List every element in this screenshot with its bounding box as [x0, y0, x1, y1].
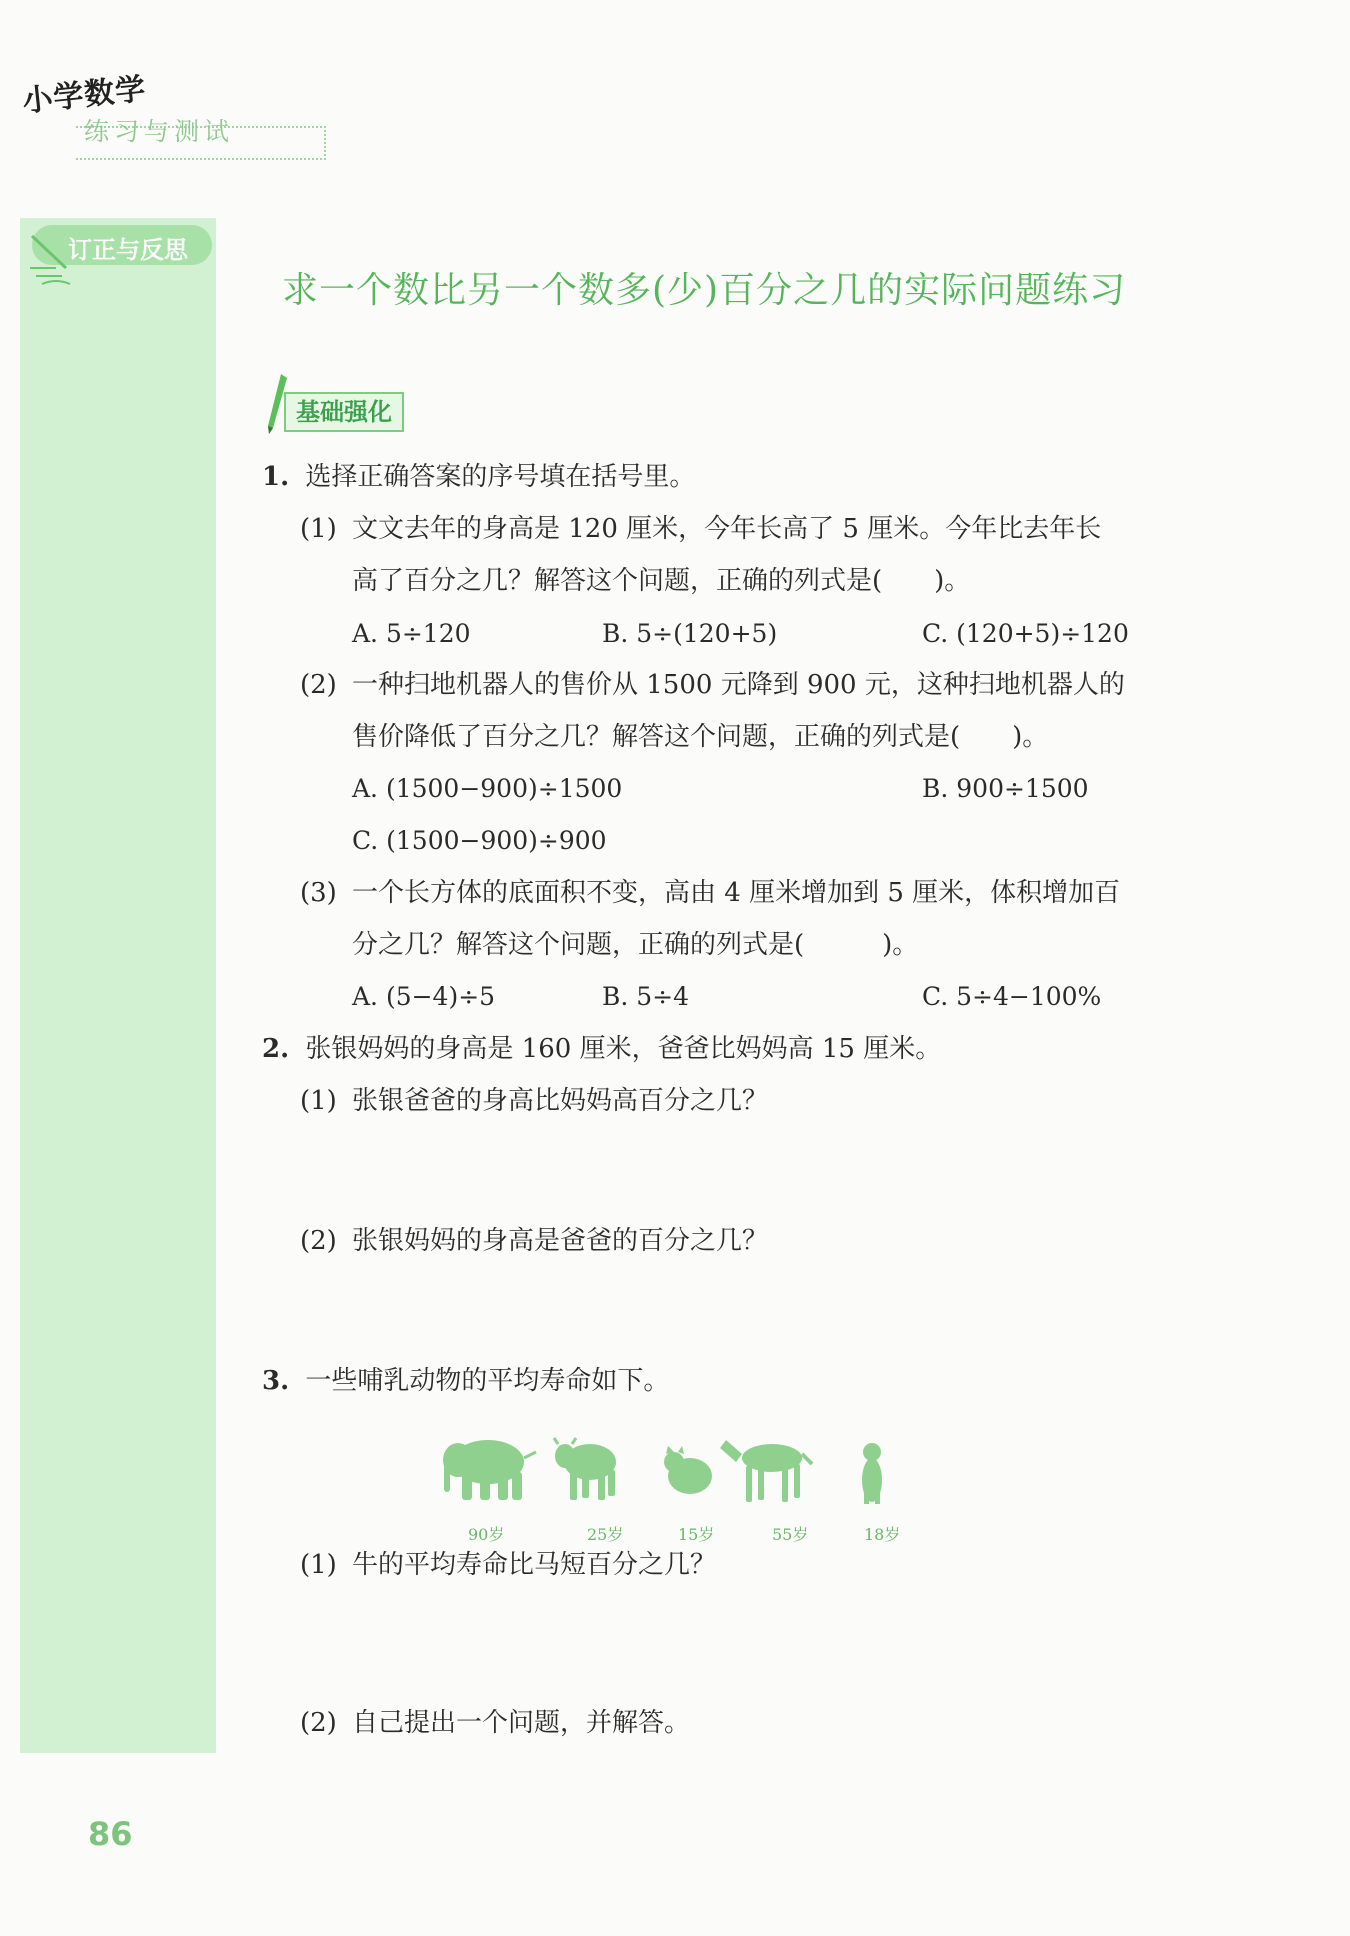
cow-icon — [554, 1438, 616, 1500]
question-3 — [262, 1364, 669, 1398]
sub-question-text: 张银妈妈的身高是爸爸的百分之几？ — [352, 1226, 769, 1256]
sub-question-text: 自己提出一个问题，并解答。 — [352, 1708, 691, 1738]
option-b: B. 900÷1500 — [922, 774, 1089, 803]
sub-question-number: (2) — [300, 670, 337, 700]
sub-question-number: (1) — [300, 1550, 337, 1580]
cow-age: 25岁 — [587, 1525, 624, 1544]
book-title: 小学数学 — [20, 71, 148, 120]
option-b: B. 5÷4 — [602, 982, 690, 1011]
sub-question-number: (2) — [300, 1226, 337, 1256]
sub-question-number: (2) — [300, 1708, 337, 1738]
option-b: B. 5÷(120+5) — [602, 619, 778, 648]
option-a: A. (1500−900)÷1500 — [352, 774, 623, 803]
sub-question-line: 一种扫地机器人的售价从 1500 元降到 900 元，这种扫地机器人的 — [352, 670, 1125, 700]
dog-icon — [862, 1443, 882, 1504]
page-title: 求一个数比另一个数多(少)百分之几的实际问题练习 — [282, 270, 1127, 311]
page-number: 86 — [88, 1815, 133, 1853]
sub-question-line: 售价降低了百分之几？解答这个问题，正确的列式是( )。 — [352, 722, 1049, 752]
elephant-age: 90岁 — [468, 1525, 505, 1544]
question-text: 一些哺乳动物的平均寿命如下。 — [305, 1366, 670, 1396]
sub-question-number: (3) — [300, 878, 337, 908]
question-2 — [262, 1032, 941, 1066]
cat-age: 15岁 — [678, 1525, 715, 1544]
question-1 — [262, 460, 695, 494]
animal-illustrations — [440, 1430, 920, 1520]
horse-icon — [720, 1440, 812, 1502]
sub-question-line: 一个长方体的底面积不变，高由 4 厘米增加到 5 厘米，体积增加百 — [352, 878, 1121, 908]
sub-question-line: 高了百分之几？解答这个问题，正确的列式是( )。 — [352, 566, 971, 596]
sidebar-label: 订正与反思 — [68, 236, 188, 264]
book-subtitle: 练习与测试 — [84, 117, 235, 146]
option-c: C. (1500−900)÷900 — [352, 826, 607, 855]
sub-question-text: 牛的平均寿命比马短百分之几？ — [352, 1550, 717, 1580]
correction-sidebar — [20, 218, 216, 1753]
option-c: C. 5÷4−100% — [922, 982, 1102, 1011]
sub-question-number: (1) — [300, 1086, 337, 1116]
option-a: A. 5÷120 — [352, 619, 471, 648]
horse-age: 55岁 — [772, 1525, 809, 1544]
option-a: A. (5−4)÷5 — [352, 982, 496, 1011]
section-label: 基础强化 — [284, 392, 404, 432]
question-number: 3. — [262, 1366, 290, 1396]
dog-age: 18岁 — [864, 1525, 901, 1544]
question-text: 选择正确答案的序号填在括号里。 — [305, 462, 696, 492]
option-c: C. (120+5)÷120 — [922, 619, 1129, 648]
cat-icon — [664, 1446, 712, 1494]
sub-question-number: (1) — [300, 514, 337, 544]
sub-question-line: 文文去年的身高是 120 厘米，今年长高了 5 厘米。今年比去年长 — [352, 514, 1102, 544]
sub-question-line: 分之几？解答这个问题，正确的列式是( )。 — [352, 930, 919, 960]
question-number: 2. — [262, 1034, 290, 1064]
sub-question-text: 张银爸爸的身高比妈妈高百分之几？ — [352, 1086, 769, 1116]
question-text: 张银妈妈的身高是 160 厘米，爸爸比妈妈高 15 厘米。 — [305, 1034, 942, 1064]
question-number: 1. — [262, 462, 290, 492]
elephant-icon — [443, 1440, 536, 1500]
